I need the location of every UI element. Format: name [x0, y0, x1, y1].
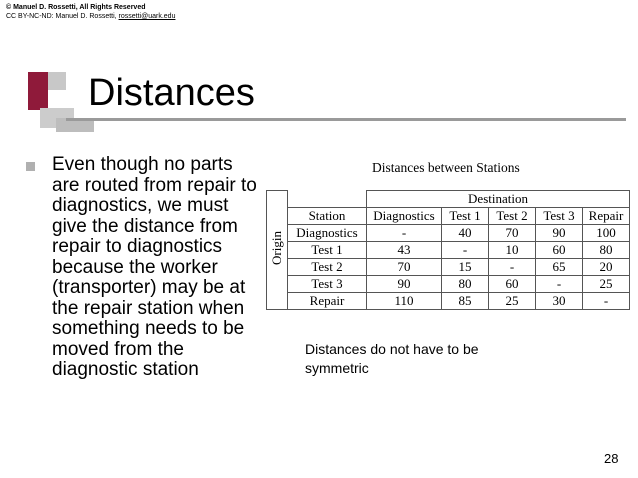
copyright-line: © Manuel D. Rossetti, All Rights Reserved — [6, 4, 146, 11]
bullet-text: Even though no parts are routed from repair to diagnostics, we must give the distance from repair to diagnostics because the worker (transporter) may be at the repair station when something needs to be moved from the diagnostic station — [52, 154, 257, 380]
row-label: Repair — [288, 293, 367, 310]
table-cell: 60 — [489, 276, 536, 293]
table-cell: - — [489, 259, 536, 276]
table-cell: - — [367, 225, 442, 242]
table-cell: 70 — [367, 259, 442, 276]
author-email-link[interactable]: rossetti@uark.edu — [118, 13, 176, 20]
table-row — [267, 191, 630, 208]
table-cell: 15 — [442, 259, 489, 276]
table-cell: 25 — [583, 276, 630, 293]
column-header: Test 2 — [489, 208, 536, 225]
table-row — [267, 276, 630, 293]
table-cell: 65 — [536, 259, 583, 276]
table-cell: 80 — [442, 276, 489, 293]
copyright-notice — [6, 3, 175, 21]
table-cell: 25 — [489, 293, 536, 310]
table-cell: 90 — [536, 225, 583, 242]
page-number: 28 — [604, 451, 619, 466]
table-cell: 43 — [367, 242, 442, 259]
table-header-row — [267, 208, 630, 225]
destination-header: Destination — [367, 191, 630, 208]
column-header: Repair — [583, 208, 630, 225]
table-cell: 30 — [536, 293, 583, 310]
table-cell: 110 — [367, 293, 442, 310]
row-label: Diagnostics — [288, 225, 367, 242]
table-cell: - — [536, 276, 583, 293]
table-row — [267, 225, 630, 242]
decor-square-white — [48, 90, 66, 110]
decor-square-gray — [48, 72, 66, 90]
symmetry-note: Distances do not have to be symmetric — [305, 341, 479, 376]
table-caption: Distances between Stations — [372, 160, 520, 175]
column-header: Test 1 — [442, 208, 489, 225]
column-header: Station — [288, 208, 367, 225]
table-cell: 85 — [442, 293, 489, 310]
table-cell: - — [442, 242, 489, 259]
title-underline — [66, 118, 626, 121]
table-cell: 90 — [367, 276, 442, 293]
table-cell: 40 — [442, 225, 489, 242]
table-cell: 70 — [489, 225, 536, 242]
table-row — [267, 293, 630, 310]
row-label: Test 3 — [288, 276, 367, 293]
column-header: Test 3 — [536, 208, 583, 225]
row-label: Test 1 — [288, 242, 367, 259]
column-header: Diagnostics — [367, 208, 442, 225]
table-cell: 20 — [583, 259, 630, 276]
distance-table — [266, 190, 630, 310]
license-text: CC BY-NC-ND: Manuel D. Rossetti, — [6, 13, 119, 20]
table-cell: 100 — [583, 225, 630, 242]
table-cell: 10 — [489, 242, 536, 259]
table-cell: 60 — [536, 242, 583, 259]
slide-title: Distances — [88, 72, 255, 114]
table-cell: 80 — [583, 242, 630, 259]
bullet-marker — [26, 162, 35, 171]
table-row — [267, 259, 630, 276]
table-row — [267, 242, 630, 259]
table-cell: - — [583, 293, 630, 310]
row-label: Test 2 — [288, 259, 367, 276]
origin-header: Origin — [267, 191, 288, 310]
license-line — [6, 12, 175, 21]
